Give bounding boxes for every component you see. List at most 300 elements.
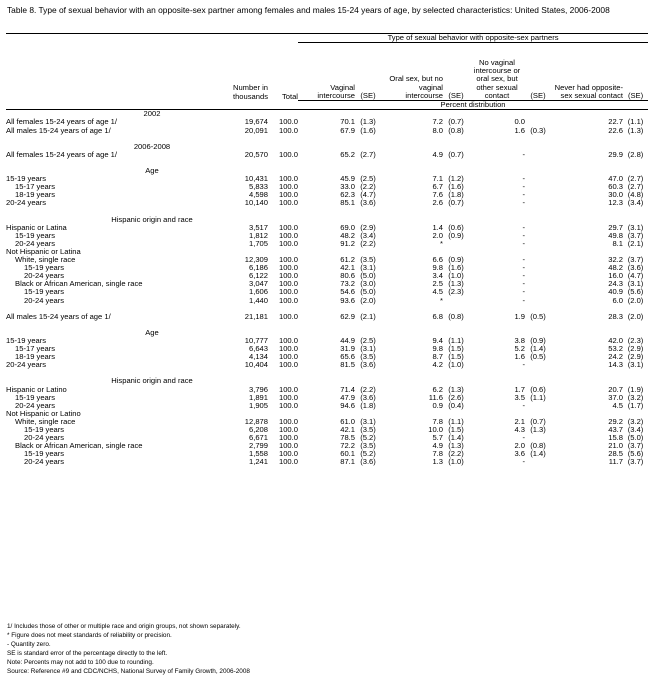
- col-oral: Oral sex, but no vaginal intercourse: [389, 74, 443, 100]
- value-cell: -: [522, 457, 525, 467]
- se-cell: (0.5): [530, 352, 546, 362]
- value-cell: 1,905: [248, 400, 268, 410]
- table-row: [6, 394, 648, 402]
- value-cell: 62.3: [340, 190, 355, 200]
- section-heading: 2002: [143, 109, 161, 119]
- se-cell: (2.2): [360, 238, 376, 248]
- se-cell: (1.6): [360, 125, 376, 135]
- value-cell: 1.7: [514, 384, 525, 394]
- value-cell: 93.6: [340, 295, 355, 305]
- value-cell: 9.4: [432, 336, 443, 346]
- se-cell: [525, 297, 551, 305]
- value-cell: 10.0: [428, 425, 443, 435]
- value-cell: 4.5: [432, 287, 443, 297]
- se-cell: (1.5): [448, 425, 464, 435]
- value-cell: 94.6: [340, 400, 355, 410]
- table-title: Table 8. Type of sexual behavior with an opposite-sex partner among females and males 15-24 years of age, by selected characteristics: United States, 2006-2008: [7, 5, 610, 15]
- value-cell: -: [522, 360, 525, 370]
- col-number: Number in thousands: [232, 83, 268, 101]
- value-cell: 1,606: [248, 287, 268, 297]
- se-cell: (2.9): [360, 222, 376, 232]
- table-row: [6, 386, 648, 394]
- value-cell: -: [522, 230, 525, 240]
- value-cell: 21.0: [608, 441, 623, 451]
- value-cell: 100.0: [278, 441, 298, 451]
- value-cell: 60.3: [608, 182, 623, 192]
- value-cell: 60.1: [340, 449, 355, 459]
- data-table: [6, 33, 648, 467]
- se-cell: (0.9): [448, 230, 464, 240]
- se-cell: [525, 458, 551, 466]
- table-row: [6, 442, 648, 450]
- se-cell: (3.2): [627, 392, 644, 402]
- table-row: [6, 297, 648, 305]
- se-cell: (1.4): [530, 449, 546, 459]
- se-cell: [525, 264, 551, 272]
- value-cell: 100.0: [278, 392, 298, 402]
- se-cell: (1.2): [448, 174, 464, 184]
- value-cell: -: [522, 433, 525, 443]
- value-cell: 6.6: [432, 255, 443, 265]
- row-label: 20-24 years: [24, 433, 65, 443]
- value-cell: -: [522, 400, 525, 410]
- value-cell: 31.9: [340, 344, 355, 354]
- value-cell: 70.1: [340, 117, 355, 127]
- se-cell: (5.2): [360, 433, 376, 443]
- value-cell: 44.9: [340, 336, 355, 346]
- value-cell: 4,598: [248, 190, 268, 200]
- percent-distribution-label: Percent distribution: [298, 101, 648, 110]
- value-cell: 8.0: [432, 125, 443, 135]
- value-cell: 12.3: [608, 198, 623, 208]
- se-cell: (5.0): [627, 433, 644, 443]
- se-cell: (0.7): [448, 198, 464, 208]
- value-cell: 100.0: [278, 287, 298, 297]
- value-cell: 100.0: [278, 449, 298, 459]
- table-row: [6, 337, 648, 345]
- se-cell: (0.4): [448, 400, 464, 410]
- se-cell: (2.3): [448, 287, 464, 297]
- se-cell: (1.5): [448, 344, 464, 354]
- se-cell: (2.9): [627, 344, 644, 354]
- se-cell: (4.7): [627, 271, 644, 281]
- value-cell: -: [522, 182, 525, 192]
- value-cell: 45.9: [340, 174, 355, 184]
- se-cell: (1.4): [448, 433, 464, 443]
- row-label: Not Hispanic or Latina: [6, 246, 81, 256]
- value-cell: 24.3: [608, 279, 623, 289]
- se-cell: (3.4): [360, 230, 376, 240]
- col-se: (SE): [448, 91, 464, 100]
- table-row: [6, 353, 648, 361]
- se-cell: [525, 280, 551, 288]
- value-cell: 4.9: [432, 149, 443, 159]
- value-cell: 0.9: [432, 400, 443, 410]
- se-cell: (3.1): [360, 263, 376, 273]
- value-cell: 10,431: [244, 174, 268, 184]
- value-cell: 11.7: [608, 457, 623, 467]
- value-cell: 32.2: [608, 255, 623, 265]
- value-cell: 100.0: [278, 425, 298, 435]
- row-label: 15-19 years: [15, 392, 56, 402]
- se-cell: (1.3): [530, 425, 546, 435]
- col-other: No vaginal intercourse or oral sex, but other sexual contact: [473, 57, 521, 100]
- table-row: [6, 410, 648, 418]
- value-cell: -: [522, 222, 525, 232]
- value-cell: 80.6: [340, 271, 355, 281]
- value-cell: 29.7: [608, 222, 623, 232]
- value-cell: 10,404: [244, 360, 268, 370]
- row-label: All males 15-24 years of age 1/: [6, 311, 111, 321]
- value-cell: 24.2: [608, 352, 623, 362]
- section-heading-row: [6, 167, 648, 175]
- value-cell: 6.8: [432, 311, 443, 321]
- row-label: All males 15-24 years of age 1/: [6, 125, 111, 135]
- col-se: (SE): [530, 91, 546, 100]
- section-heading: Hispanic origin and race: [111, 214, 193, 224]
- value-cell: 73.2: [340, 279, 355, 289]
- value-cell: -: [522, 149, 525, 159]
- se-cell: (2.1): [627, 238, 644, 248]
- value-cell: 6,122: [248, 271, 268, 281]
- se-cell: (0.6): [530, 384, 546, 394]
- value-cell: 100.0: [278, 352, 298, 362]
- table-row: [6, 280, 648, 288]
- value-cell: 61.0: [340, 416, 355, 426]
- table-row: [6, 345, 648, 353]
- value-cell: 100.0: [278, 457, 298, 467]
- value-cell: 14.3: [608, 360, 623, 370]
- table-row: [6, 127, 648, 135]
- value-cell: 3.6: [514, 449, 525, 459]
- table-row: [6, 256, 648, 264]
- se-cell: (0.8): [448, 311, 464, 321]
- se-cell: (2.5): [360, 174, 376, 184]
- row-label: 20-24 years: [24, 457, 65, 467]
- value-cell: 48.2: [608, 263, 623, 273]
- table-row: [6, 183, 648, 191]
- se-cell: [525, 183, 551, 191]
- se-cell: [525, 288, 551, 296]
- value-cell: 1.4: [432, 222, 443, 232]
- se-cell: (0.5): [530, 311, 546, 321]
- se-cell: (2.7): [627, 174, 644, 184]
- row-label: 15-19 years: [24, 425, 65, 435]
- value-cell: 100.0: [278, 433, 298, 443]
- table-row: [6, 288, 648, 296]
- table-row: [6, 450, 648, 458]
- value-cell: 100.0: [278, 400, 298, 410]
- se-cell: (5.0): [360, 287, 376, 297]
- table-row: [6, 313, 648, 321]
- se-cell: (3.6): [360, 392, 376, 402]
- se-cell: (3.7): [627, 255, 644, 265]
- value-cell: 1.3: [432, 457, 443, 467]
- table-row: [6, 199, 648, 207]
- value-cell: 1,558: [248, 449, 268, 459]
- se-cell: (2.3): [627, 336, 644, 346]
- se-cell: [525, 199, 551, 207]
- table-row: [6, 458, 648, 466]
- row-label: 15-19 years: [15, 230, 56, 240]
- se-cell: [443, 240, 469, 248]
- value-cell: 100.0: [278, 230, 298, 240]
- se-cell: (1.8): [360, 400, 376, 410]
- se-cell: (3.5): [360, 441, 376, 451]
- value-cell: 100.0: [278, 125, 298, 135]
- value-cell: 100.0: [278, 360, 298, 370]
- se-cell: [525, 240, 551, 248]
- value-cell: 91.2: [340, 238, 355, 248]
- table-row: [6, 418, 648, 426]
- se-cell: (2.7): [360, 149, 376, 159]
- value-cell: 12,878: [244, 416, 268, 426]
- se-cell: (2.9): [627, 352, 644, 362]
- se-cell: (3.4): [627, 198, 644, 208]
- col-never: Never had opposite-sex sexual contact: [554, 82, 623, 100]
- value-cell: 65.6: [340, 352, 355, 362]
- value-cell: 100.0: [278, 295, 298, 305]
- se-cell: [525, 256, 551, 264]
- value-cell: [469, 248, 525, 256]
- value-cell: 10,140: [244, 198, 268, 208]
- se-cell: (1.6): [448, 182, 464, 192]
- table-row: [6, 232, 648, 240]
- table-row: [6, 240, 648, 248]
- se-cell: (4.8): [627, 190, 644, 200]
- value-cell: 100.0: [278, 344, 298, 354]
- se-cell: (2.6): [448, 392, 464, 402]
- value-cell: 69.0: [340, 222, 355, 232]
- value-cell: 100.0: [278, 271, 298, 281]
- row-label: White, single race: [15, 416, 76, 426]
- value-cell: 5.7: [432, 433, 443, 443]
- value-cell: 0.0: [514, 117, 525, 127]
- spacer-row: [6, 208, 648, 216]
- value-cell: 53.2: [608, 344, 623, 354]
- se-cell: [525, 191, 551, 199]
- value-cell: 20.7: [608, 384, 623, 394]
- se-cell: (0.6): [448, 222, 464, 232]
- value-cell: -: [522, 295, 525, 305]
- value-cell: -: [522, 279, 525, 289]
- value-cell: 11.6: [428, 392, 443, 402]
- value-cell: 5.2: [514, 344, 525, 354]
- value-cell: 7.2: [432, 117, 443, 127]
- se-cell: (0.8): [530, 441, 546, 451]
- row-label: Not Hispanic or Latino: [6, 408, 81, 418]
- value-cell: 100.0: [278, 190, 298, 200]
- value-cell: 100.0: [278, 279, 298, 289]
- se-cell: (3.6): [360, 360, 376, 370]
- value-cell: 47.0: [608, 174, 623, 184]
- value-cell: 3,047: [248, 279, 268, 289]
- se-cell: [525, 151, 551, 159]
- value-cell: 100.0: [278, 117, 298, 127]
- value-cell: -: [522, 190, 525, 200]
- value-cell: 100.0: [278, 182, 298, 192]
- value-cell: 2.5: [432, 279, 443, 289]
- se-cell: (1.0): [448, 360, 464, 370]
- value-cell: 3.8: [514, 336, 525, 346]
- se-cell: (2.7): [627, 182, 644, 192]
- col-se: (SE): [360, 91, 376, 100]
- se-cell: (4.7): [360, 190, 376, 200]
- value-cell: 37.0: [608, 392, 623, 402]
- value-cell: 29.2: [608, 416, 623, 426]
- value-cell: 7.1: [432, 174, 443, 184]
- se-cell: (3.5): [360, 255, 376, 265]
- value-cell: 42.1: [340, 425, 355, 435]
- se-cell: (5.0): [360, 271, 376, 281]
- se-cell: (5.6): [627, 287, 644, 297]
- se-cell: (1.3): [448, 441, 464, 451]
- value-cell: 4.3: [514, 425, 525, 435]
- se-cell: (2.5): [360, 336, 376, 346]
- value-cell: 43.7: [608, 425, 623, 435]
- value-cell: 1,440: [248, 295, 268, 305]
- value-cell: 78.5: [340, 433, 355, 443]
- value-cell: -: [522, 271, 525, 281]
- se-cell: (3.1): [627, 279, 644, 289]
- value-cell: 19,674: [244, 117, 268, 127]
- table-row: [6, 361, 648, 369]
- table-row: [6, 191, 648, 199]
- section-heading-row: [6, 377, 648, 385]
- se-cell: (1.0): [448, 271, 464, 281]
- value-cell: 6.2: [432, 384, 443, 394]
- se-cell: (1.1): [448, 336, 464, 346]
- se-cell: (0.9): [448, 255, 464, 265]
- se-cell: (0.3): [530, 125, 546, 135]
- se-cell: (2.2): [360, 182, 376, 192]
- row-label: Hispanic or Latina: [6, 222, 67, 232]
- value-cell: 100.0: [278, 198, 298, 208]
- table-row: [6, 402, 648, 410]
- row-label: 20-24 years: [24, 295, 65, 305]
- value-cell: 49.8: [608, 230, 623, 240]
- value-cell: 100.0: [278, 311, 298, 321]
- value-cell: 22.6: [608, 125, 623, 135]
- se-cell: (2.2): [360, 384, 376, 394]
- row-label: 15-19 years: [24, 263, 65, 273]
- value-cell: 15.8: [608, 433, 623, 443]
- value-cell: 5,833: [248, 182, 268, 192]
- value-cell: 61.2: [340, 255, 355, 265]
- se-cell: (3.1): [627, 222, 644, 232]
- row-label: 20-24 years: [15, 400, 56, 410]
- se-cell: [525, 224, 551, 232]
- se-cell: (3.2): [627, 416, 644, 426]
- value-cell: 85.1: [340, 198, 355, 208]
- se-cell: (2.0): [360, 295, 376, 305]
- col-total: Total: [281, 91, 298, 101]
- se-cell: (0.7): [530, 416, 546, 426]
- section-heading-row: [6, 216, 648, 224]
- value-cell: 29.9: [608, 149, 623, 159]
- value-cell: 42.0: [608, 336, 623, 346]
- column-spanner: Type of sexual behavior with opposite-sex partners: [298, 34, 648, 43]
- se-cell: (1.1): [530, 392, 546, 402]
- value-cell: 6.0: [612, 295, 623, 305]
- footnote: * Figure does not meet standards of reliability or precision.: [7, 632, 172, 640]
- value-cell: 3.4: [432, 271, 443, 281]
- row-label: 15-19 years: [6, 174, 47, 184]
- value-cell: 54.6: [340, 287, 355, 297]
- value-cell: 20,091: [244, 125, 268, 135]
- row-label: All females 15-24 years of age 1/: [6, 117, 118, 127]
- value-cell: 72.2: [340, 441, 355, 451]
- table-row: [6, 224, 648, 232]
- se-cell: (1.3): [360, 117, 376, 127]
- se-cell: (1.7): [627, 400, 644, 410]
- se-cell: [443, 297, 469, 305]
- row-label: Black or African American, single race: [15, 279, 143, 289]
- se-cell: [525, 232, 551, 240]
- value-cell: 9.8: [432, 344, 443, 354]
- value-cell: 81.5: [340, 360, 355, 370]
- spacer-row: [6, 135, 648, 143]
- value-cell: 4.2: [432, 360, 443, 370]
- value-cell: 100.0: [278, 336, 298, 346]
- value-cell: 65.2: [340, 149, 355, 159]
- row-label: 15-17 years: [15, 344, 56, 354]
- row-label: Black or African American, single race: [15, 441, 143, 451]
- value-cell: 28.3: [608, 311, 623, 321]
- value-cell: 100.0: [278, 263, 298, 273]
- table-row: [6, 175, 648, 183]
- section-heading-row: [6, 329, 648, 337]
- value-cell: 8.7: [432, 352, 443, 362]
- se-cell: (2.2): [448, 449, 464, 459]
- value-cell: 100.0: [278, 384, 298, 394]
- footnote: - Quantity zero.: [7, 641, 51, 649]
- row-label: Hispanic or Latino: [6, 384, 67, 394]
- value-cell: 2.6: [432, 198, 443, 208]
- se-cell: (0.8): [448, 125, 464, 135]
- section-heading: Age: [145, 166, 159, 176]
- value-cell: 9.8: [432, 263, 443, 273]
- value-cell: -: [522, 174, 525, 184]
- value-cell: 6,671: [248, 433, 268, 443]
- se-cell: (3.6): [360, 198, 376, 208]
- se-cell: (1.0): [448, 457, 464, 467]
- row-label: White, single race: [15, 255, 76, 265]
- value-cell: -: [522, 287, 525, 297]
- spacer-row: [6, 369, 648, 377]
- value-cell: 8.1: [612, 238, 623, 248]
- value-cell: 100.0: [278, 238, 298, 248]
- se-cell: (1.4): [530, 344, 546, 354]
- se-cell: (5.2): [360, 449, 376, 459]
- se-cell: [525, 402, 551, 410]
- value-cell: 1.6: [514, 352, 525, 362]
- value-cell: 6,643: [248, 344, 268, 354]
- se-cell: (1.3): [627, 125, 644, 135]
- se-cell: (2.8): [627, 149, 644, 159]
- value-cell: 67.9: [340, 125, 355, 135]
- se-cell: [525, 175, 551, 183]
- value-cell: 33.0: [340, 182, 355, 192]
- value-cell: 100.0: [278, 149, 298, 159]
- se-cell: (1.1): [627, 117, 644, 127]
- footnote: 1/ Includes those of other or multiple race and origin groups, not shown separately.: [7, 623, 241, 630]
- value-cell: 6,186: [248, 263, 268, 273]
- value-cell: 1.6: [514, 125, 525, 135]
- value-cell: 6.7: [432, 182, 443, 192]
- row-label: 15-19 years: [24, 449, 65, 459]
- se-cell: (3.6): [627, 263, 644, 273]
